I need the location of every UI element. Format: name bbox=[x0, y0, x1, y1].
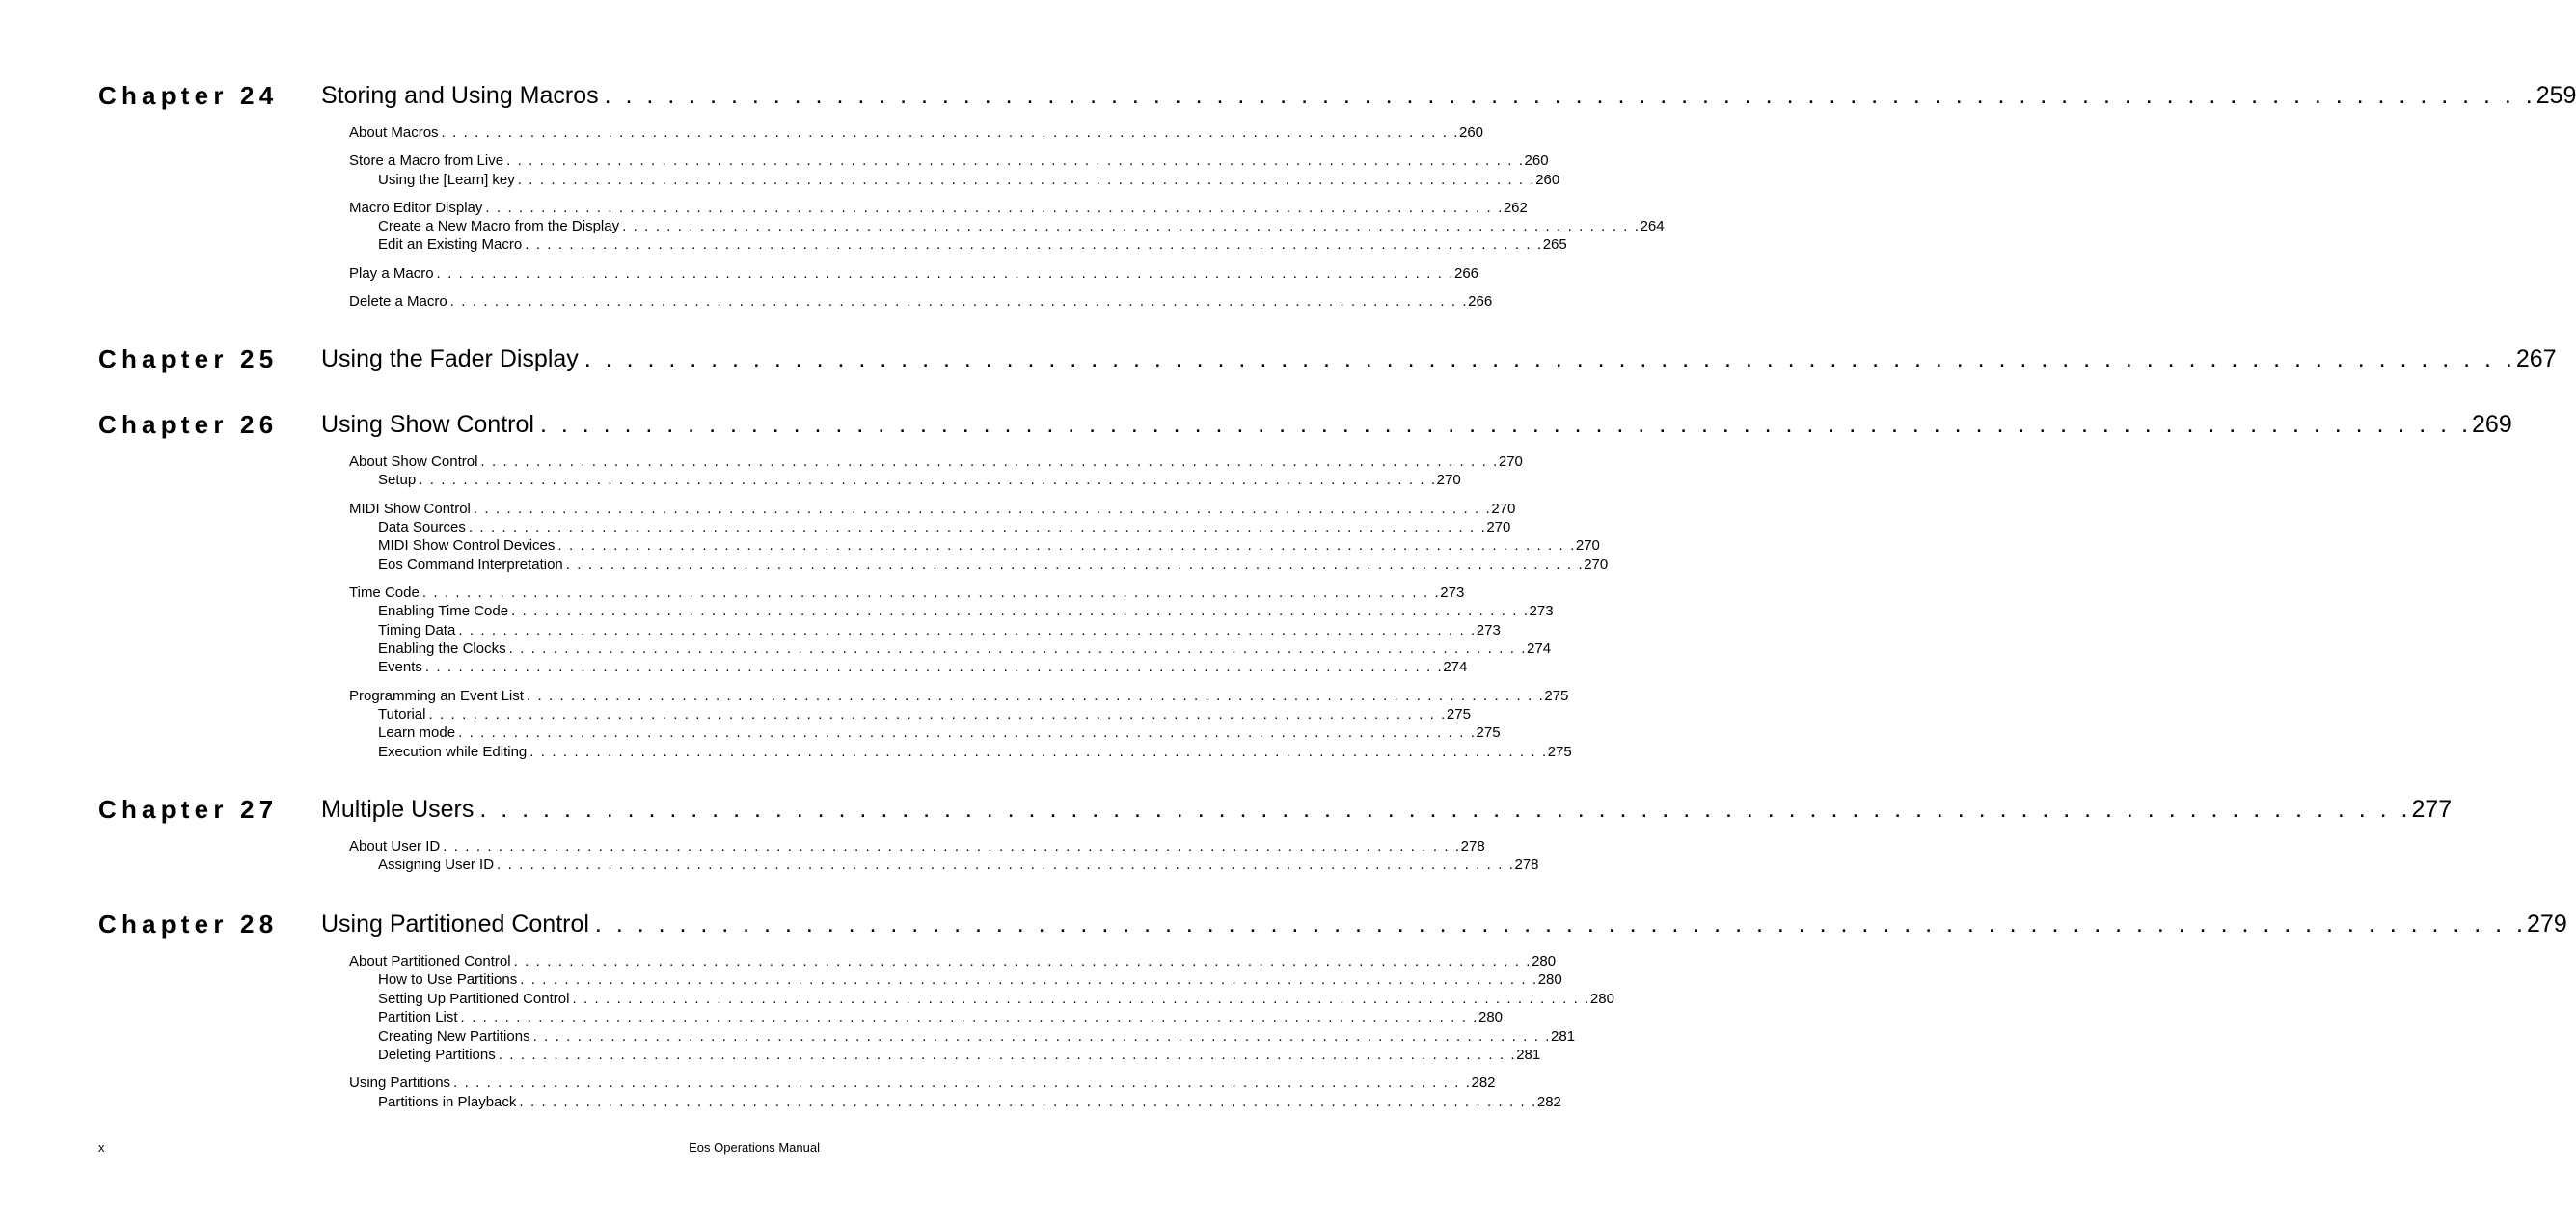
entry-page-number: 275 bbox=[1544, 687, 1569, 704]
toc-section-entry[interactable] bbox=[349, 452, 1523, 471]
dot-leader: . . . . . . . . . . . . . . . . . . . . . . . . . . . . . . . . . . . . . . . . . . . . . . . . . . . . . . . . . . . . . . . . . . . . . . . . . . . . . . . . . . . . . . . . . . . . bbox=[622, 218, 1641, 234]
entry-title: Create a New Macro from the Display bbox=[378, 218, 620, 234]
dot-leader: . . . . . . . . . . . . . . . . . . . . . . . . . . . . . . . . . . . . . . . . . . . . . . . . . . . . . . . . . . . . . . . . . . . . . . . . . . . . . . . . . . . . . . . . . . . . bbox=[511, 603, 1530, 620]
entry-title: Enabling Time Code bbox=[378, 603, 509, 620]
entry-title: Deleting Partitions bbox=[378, 1047, 496, 1063]
chapter-title: Multiple Users bbox=[321, 796, 475, 823]
dot-leader: . . . . . . . . . . . . . . . . . . . . . . . . . . . . . . . . . . . . . . . . . . . . . . . . . . . . . . . . . . . . . . . . . . . . . . . . . . . . . . . . . . . . . . . . . . . . bbox=[453, 1075, 1472, 1092]
toc-subsection-entry[interactable] bbox=[378, 856, 1539, 874]
toc-section-entry[interactable] bbox=[349, 1074, 1496, 1092]
dot-leader: . . . . . . . . . . . . . . . . . . . . . . . . . . . . . . . . . . . . . . . . . . . . . . . . . . . . . . . . . . . . . . . . . . . . . . . . . . . . . . . . . . . . . . . . . . . . bbox=[532, 1027, 1552, 1045]
entry-page-number: 260 bbox=[1524, 152, 1549, 170]
dot-leader: . . . . . . . . . . . . . . . . . . . . . . . . . . . . . . . . . . . . . . . . . . . . . . . . . . . . . . . . . . . . . . . . . . . . . . . . . . . . . . . . . . . . . . . . . . . . bbox=[498, 1047, 1517, 1063]
entry-title: MIDI Show Control bbox=[349, 500, 471, 517]
entry-page-number: 282 bbox=[1536, 1093, 1561, 1110]
entry-page-number: 274 bbox=[1443, 659, 1468, 676]
entry-page-number: 280 bbox=[1478, 1009, 1504, 1026]
dot-leader: . . . . . . . . . . . . . . . . . . . . . . . . . . . . . . . . . . . . . . . . . . . . . . . . . . . . . . . . . . . . . . . . . . . . . . . . . . . . . . . . . . . . . . . . . . . . bbox=[473, 500, 1492, 517]
dot-leader: . . . . . . . . . . . . . . . . . . . . . . . . . . . . . . . . . . . . . . . . . . . . . . . . . . . . . . . . . . . . . . . . . . . . . . . . . . . . . . . . . . . . . . . . . . . . bbox=[485, 199, 1504, 216]
entry-title: Events bbox=[378, 659, 422, 676]
entry-page-number: 275 bbox=[1547, 743, 1572, 760]
dot-leader: . . . . . . . . . . . . . . . . . . . . . . . . . . . . . . . . . . . . . . . . . . . . . . . . . . . . . . . . . . . . . . . . . . . . . . . . . . . . . . . . . . . . . . . . . . . . bbox=[458, 621, 1477, 639]
toc-subsection-entry[interactable] bbox=[378, 640, 1552, 658]
entry-page-number: 280 bbox=[1537, 971, 1562, 989]
entry-title: Enabling the Clocks bbox=[378, 641, 506, 657]
chapter-title-link[interactable] bbox=[321, 795, 2453, 824]
chapter-title-link[interactable] bbox=[321, 81, 2576, 110]
entry-page-number: 270 bbox=[1584, 556, 1609, 573]
entry-page-number: 265 bbox=[1542, 236, 1567, 254]
toc-subsection-entry[interactable] bbox=[378, 990, 1614, 1008]
entry-title: Setup bbox=[378, 472, 417, 489]
entry-title: How to Use Partitions bbox=[378, 971, 518, 989]
dot-leader: . . . . . . . . . . . . . . . . . . . . . . . . . . . . . . . . . . . . . . . . . . . . . . . . . . . . . . . . . . . . . . . . . . . . . . . . . . . . . . . . . . . . . . . . . . . . bbox=[419, 472, 1437, 489]
entry-page-number: 280 bbox=[1589, 990, 1614, 1007]
toc-subsection-entry[interactable] bbox=[378, 556, 1609, 574]
entry-title: Time Code bbox=[349, 584, 420, 601]
entry-title: Edit an Existing Macro bbox=[378, 236, 523, 254]
dot-leader: . . . . . . . . . . . . . . . . . . . . . . . . . . . . . . . . . . . . . . . . . . . . . . . . . . . . . . . . . . . . . . . . . . . . . . . . . . . . . . . . . . . . . . . . . . . . bbox=[525, 236, 1543, 254]
dot-leader: . . . . . . . . . . . . . . . . . . . . . . . . . . . . . . . . . . . . . . . . . . . . . . . . . . . . . . . . . . . . . . . . . . . . . . . . . . . . . . . . . . . . . . . . . . . . bbox=[441, 124, 1459, 141]
dot-leader: . . . . . . . . . . . . . . . . . . . . . . . . . . . . . . . . . . . . . . . . . . . . . . . . . . . . . . . . . . . . . . . . . . . . . . . . . . . . . . . . . . . . . . . . . . . . bbox=[604, 82, 2536, 109]
dot-leader: . . . . . . . . . . . . . . . . . . . . . . . . . . . . . . . . . . . . . . . . . . . . . . . . . . . . . . . . . . . . . . . . . . . . . . . . . . . . . . . . . . . . . . . . . . . . bbox=[594, 911, 2528, 938]
entry-title: Setting Up Partitioned Control bbox=[378, 990, 570, 1007]
chapter-title: Using Show Control bbox=[321, 411, 534, 438]
toc-subsection-entry[interactable] bbox=[378, 602, 1554, 620]
dot-leader: . . . . . . . . . . . . . . . . . . . . . . . . . . . . . . . . . . . . . . . . . . . . . . . . . . . . . . . . . . . . . . . . . . . . . . . . . . . . . . . . . . . . . . . . . . . . bbox=[443, 838, 1461, 855]
entry-page-number: 281 bbox=[1516, 1047, 1541, 1063]
entry-page-number: 274 bbox=[1527, 641, 1552, 657]
chapter-title-link[interactable] bbox=[321, 910, 2567, 939]
dot-leader: . . . . . . . . . . . . . . . . . . . . . . . . . . . . . . . . . . . . . . . . . . . . . . . . . . . . . . . . . . . . . . . . . . . . . . . . . . . . . . . . . . . . . . . . . . . . bbox=[480, 453, 1499, 470]
dot-leader: . . . . . . . . . . . . . . . . . . . . . . . . . . . . . . . . . . . . . . . . . . . . . . . . . . . . . . . . . . . . . . . . . . . . . . . . . . . . . . . . . . . . . . . . . . . . bbox=[436, 264, 1454, 282]
toc-subsection-entry[interactable] bbox=[378, 705, 1471, 723]
toc-section-entry[interactable] bbox=[349, 687, 1569, 705]
entry-title: Eos Command Interpretation bbox=[378, 556, 563, 573]
toc-section-entry[interactable] bbox=[349, 199, 1528, 217]
entry-title: Assigning User ID bbox=[378, 857, 495, 874]
entry-title: Data Sources bbox=[378, 518, 466, 535]
chapter-page-number: 259 bbox=[2535, 82, 2576, 109]
entry-title: Partition List bbox=[378, 1009, 458, 1026]
dot-leader: . . . . . . . . . . . . . . . . . . . . . . . . . . . . . . . . . . . . . . . . . . . . . . . . . . . . . . . . . . . . . . . . . . . . . . . . . . . . . . . . . . . . . . . . . . . . bbox=[520, 971, 1538, 989]
dot-leader: . . . . . . . . . . . . . . . . . . . . . . . . . . . . . . . . . . . . . . . . . . . . . . . . . . . . . . . . . . . . . . . . . . . . . . . . . . . . . . . . . . . . . . . . . . . . bbox=[572, 990, 1590, 1007]
entry-page-number: 270 bbox=[1575, 537, 1600, 555]
entry-page-number: 260 bbox=[1459, 124, 1484, 141]
chapter-page-number: 269 bbox=[2472, 411, 2512, 438]
toc-subsection-entry[interactable] bbox=[378, 536, 1600, 555]
chapter-label: Chapter 25 bbox=[98, 344, 279, 373]
entry-title: MIDI Show Control Devices bbox=[378, 537, 556, 555]
chapter-title: Storing and Using Macros bbox=[321, 82, 599, 109]
entry-title: Learn mode bbox=[378, 724, 456, 742]
dot-leader: . . . . . . . . . . . . . . . . . . . . . . . . . . . . . . . . . . . . . . . . . . . . . . . . . . . . . . . . . . . . . . . . . . . . . . . . . . . . . . . . . . . . . . . . . . . . bbox=[479, 796, 2412, 823]
chapter-title-link[interactable] bbox=[321, 410, 2512, 439]
entry-page-number: 262 bbox=[1503, 199, 1528, 216]
dot-leader: . . . . . . . . . . . . . . . . . . . . . . . . . . . . . . . . . . . . . . . . . . . . . . . . . . . . . . . . . . . . . . . . . . . . . . . . . . . . . . . . . . . . . . . . . . . . bbox=[517, 171, 1536, 188]
entry-page-number: 281 bbox=[1551, 1027, 1576, 1045]
toc-section-entry[interactable] bbox=[349, 584, 1465, 602]
chapter-page-number: 277 bbox=[2411, 796, 2453, 823]
toc-subsection-entry[interactable] bbox=[378, 621, 1501, 640]
chapter-title: Using the Fader Display bbox=[321, 345, 579, 372]
entry-title: Using Partitions bbox=[349, 1075, 451, 1092]
toc-section-entry[interactable] bbox=[349, 837, 1485, 856]
toc-subsection-entry[interactable] bbox=[378, 171, 1560, 189]
dot-leader: . . . . . . . . . . . . . . . . . . . . . . . . . . . . . . . . . . . . . . . . . . . . . . . . . . . . . . . . . . . . . . . . . . . . . . . . . . . . . . . . . . . . . . . . . . . . bbox=[428, 705, 1447, 723]
entry-title: Delete a Macro bbox=[349, 292, 447, 310]
footer-manual-title: Eos Operations Manual bbox=[689, 1140, 820, 1155]
toc-section-entry[interactable] bbox=[349, 123, 1484, 142]
toc-section-entry[interactable] bbox=[349, 264, 1479, 283]
entry-page-number: 270 bbox=[1498, 453, 1523, 470]
entry-page-number: 270 bbox=[1486, 518, 1511, 535]
entry-title: About Macros bbox=[349, 124, 439, 141]
dot-leader: . . . . . . . . . . . . . . . . . . . . . . . . . . . . . . . . . . . . . . . . . . . . . . . . . . . . . . . . . . . . . . . . . . . . . . . . . . . . . . . . . . . . . . . . . . . . bbox=[506, 152, 1525, 170]
chapter-label: Chapter 28 bbox=[98, 910, 279, 939]
entry-title: Programming an Event List bbox=[349, 687, 524, 704]
dot-leader: . . . . . . . . . . . . . . . . . . . . . . . . . . . . . . . . . . . . . . . . . . . . . . . . . . . . . . . . . . . . . . . . . . . . . . . . . . . . . . . . . . . . . . . . . . . . bbox=[460, 1009, 1478, 1026]
toc-subsection-entry[interactable] bbox=[378, 743, 1572, 761]
dot-leader: . . . . . . . . . . . . . . . . . . . . . . . . . . . . . . . . . . . . . . . . . . . . . . . . . . . . . . . . . . . . . . . . . . . . . . . . . . . . . . . . . . . . . . . . . . . . bbox=[458, 724, 1477, 742]
dot-leader: . . . . . . . . . . . . . . . . . . . . . . . . . . . . . . . . . . . . . . . . . . . . . . . . . . . . . . . . . . . . . . . . . . . . . . . . . . . . . . . . . . . . . . . . . . . . bbox=[565, 556, 1585, 573]
chapter-label: Chapter 26 bbox=[98, 410, 279, 439]
entry-page-number: 273 bbox=[1476, 621, 1501, 639]
toc-subsection-entry[interactable] bbox=[378, 1093, 1561, 1111]
entry-title: Macro Editor Display bbox=[349, 199, 483, 216]
entry-title: Tutorial bbox=[378, 705, 426, 723]
dot-leader: . . . . . . . . . . . . . . . . . . . . . . . . . . . . . . . . . . . . . . . . . . . . . . . . . . . . . . . . . . . . . . . . . . . . . . . . . . . . . . . . . . . . . . . . . . . . bbox=[557, 537, 1576, 555]
entry-title: About Show Control bbox=[349, 453, 478, 470]
toc-subsection-entry[interactable] bbox=[378, 970, 1562, 989]
entry-title: About Partitioned Control bbox=[349, 953, 511, 969]
entry-page-number: 266 bbox=[1454, 264, 1479, 282]
toc-subsection-entry[interactable] bbox=[378, 1046, 1541, 1064]
entry-title: Partitions in Playback bbox=[378, 1093, 517, 1110]
entry-page-number: 275 bbox=[1446, 705, 1471, 723]
dot-leader: . . . . . . . . . . . . . . . . . . . . . . . . . . . . . . . . . . . . . . . . . . . . . . . . . . . . . . . . . . . . . . . . . . . . . . . . . . . . . . . . . . . . . . . . . . . . bbox=[424, 659, 1444, 676]
entry-title: About User ID bbox=[349, 838, 441, 855]
footer-page-number: x bbox=[98, 1140, 105, 1155]
toc-subsection-entry[interactable] bbox=[378, 1008, 1504, 1026]
entry-page-number: 273 bbox=[1440, 584, 1465, 601]
dot-leader: . . . . . . . . . . . . . . . . . . . . . . . . . . . . . . . . . . . . . . . . . . . . . . . . . . . . . . . . . . . . . . . . . . . . . . . . . . . . . . . . . . . . . . . . . . . . bbox=[529, 743, 1548, 760]
entry-page-number: 264 bbox=[1640, 218, 1665, 234]
entry-page-number: 278 bbox=[1514, 857, 1539, 874]
entry-title: Using the [Learn] key bbox=[378, 171, 515, 188]
entry-title: Play a Macro bbox=[349, 264, 434, 282]
entry-page-number: 282 bbox=[1471, 1075, 1496, 1092]
toc-subsection-entry[interactable] bbox=[378, 658, 1468, 676]
dot-leader: . . . . . . . . . . . . . . . . . . . . . . . . . . . . . . . . . . . . . . . . . . . . . . . . . . . . . . . . . . . . . . . . . . . . . . . . . . . . . . . . . . . . . . . . . . . . bbox=[421, 584, 1441, 601]
toc-subsection-entry[interactable] bbox=[378, 723, 1501, 742]
chapter-title-link[interactable] bbox=[321, 344, 2557, 373]
dot-leader: . . . . . . . . . . . . . . . . . . . . . . . . . . . . . . . . . . . . . . . . . . . . . . . . . . . . . . . . . . . . . . . . . . . . . . . . . . . . . . . . . . . . . . . . . . . . bbox=[513, 953, 1532, 969]
chapter-label: Chapter 24 bbox=[98, 81, 279, 110]
dot-leader: . . . . . . . . . . . . . . . . . . . . . . . . . . . . . . . . . . . . . . . . . . . . . . . . . . . . . . . . . . . . . . . . . . . . . . . . . . . . . . . . . . . . . . . . . . . . bbox=[468, 518, 1487, 535]
toc-subsection-entry[interactable] bbox=[378, 217, 1665, 235]
entry-page-number: 266 bbox=[1468, 292, 1493, 310]
toc-section-entry[interactable] bbox=[349, 500, 1516, 518]
entry-title: Timing Data bbox=[378, 621, 456, 639]
entry-page-number: 270 bbox=[1436, 472, 1461, 489]
chapter-label: Chapter 27 bbox=[98, 795, 279, 824]
toc-subsection-entry[interactable] bbox=[378, 1027, 1576, 1046]
toc-subsection-entry[interactable] bbox=[378, 471, 1461, 489]
toc-section-entry[interactable] bbox=[349, 292, 1493, 311]
dot-leader: . . . . . . . . . . . . . . . . . . . . . . . . . . . . . . . . . . . . . . . . . . . . . . . . . . . . . . . . . . . . . . . . . . . . . . . . . . . . . . . . . . . . . . . . . . . . bbox=[539, 411, 2473, 438]
chapter-page-number: 279 bbox=[2527, 911, 2567, 938]
toc-subsection-entry[interactable] bbox=[378, 235, 1567, 254]
dot-leader: . . . . . . . . . . . . . . . . . . . . . . . . . . . . . . . . . . . . . . . . . . . . . . . . . . . . . . . . . . . . . . . . . . . . . . . . . . . . . . . . . . . . . . . . . . . . bbox=[526, 687, 1545, 704]
entry-page-number: 278 bbox=[1460, 838, 1485, 855]
dot-leader: . . . . . . . . . . . . . . . . . . . . . . . . . . . . . . . . . . . . . . . . . . . . . . . . . . . . . . . . . . . . . . . . . . . . . . . . . . . . . . . . . . . . . . . . . . . . bbox=[449, 292, 1469, 310]
entry-page-number: 275 bbox=[1476, 724, 1501, 742]
entry-page-number: 280 bbox=[1532, 953, 1557, 969]
dot-leader: . . . . . . . . . . . . . . . . . . . . . . . . . . . . . . . . . . . . . . . . . . . . . . . . . . . . . . . . . . . . . . . . . . . . . . . . . . . . . . . . . . . . . . . . . . . . bbox=[583, 345, 2516, 372]
dot-leader: . . . . . . . . . . . . . . . . . . . . . . . . . . . . . . . . . . . . . . . . . . . . . . . . . . . . . . . . . . . . . . . . . . . . . . . . . . . . . . . . . . . . . . . . . . . . bbox=[519, 1093, 1537, 1110]
toc-section-entry[interactable] bbox=[349, 952, 1557, 970]
dot-leader: . . . . . . . . . . . . . . . . . . . . . . . . . . . . . . . . . . . . . . . . . . . . . . . . . . . . . . . . . . . . . . . . . . . . . . . . . . . . . . . . . . . . . . . . . . . . bbox=[508, 641, 1528, 657]
chapter-title: Using Partitioned Control bbox=[321, 911, 589, 938]
chapter-page-number: 267 bbox=[2515, 345, 2557, 372]
entry-page-number: 260 bbox=[1535, 171, 1560, 188]
entry-page-number: 273 bbox=[1529, 603, 1554, 620]
toc-section-entry[interactable] bbox=[349, 151, 1549, 170]
entry-title: Execution while Editing bbox=[378, 743, 528, 760]
entry-title: Store a Macro from Live bbox=[349, 152, 504, 170]
entry-page-number: 270 bbox=[1491, 500, 1516, 517]
dot-leader: . . . . . . . . . . . . . . . . . . . . . . . . . . . . . . . . . . . . . . . . . . . . . . . . . . . . . . . . . . . . . . . . . . . . . . . . . . . . . . . . . . . . . . . . . . . . bbox=[497, 857, 1515, 874]
toc-subsection-entry[interactable] bbox=[378, 518, 1511, 536]
entry-title: Creating New Partitions bbox=[378, 1027, 530, 1045]
